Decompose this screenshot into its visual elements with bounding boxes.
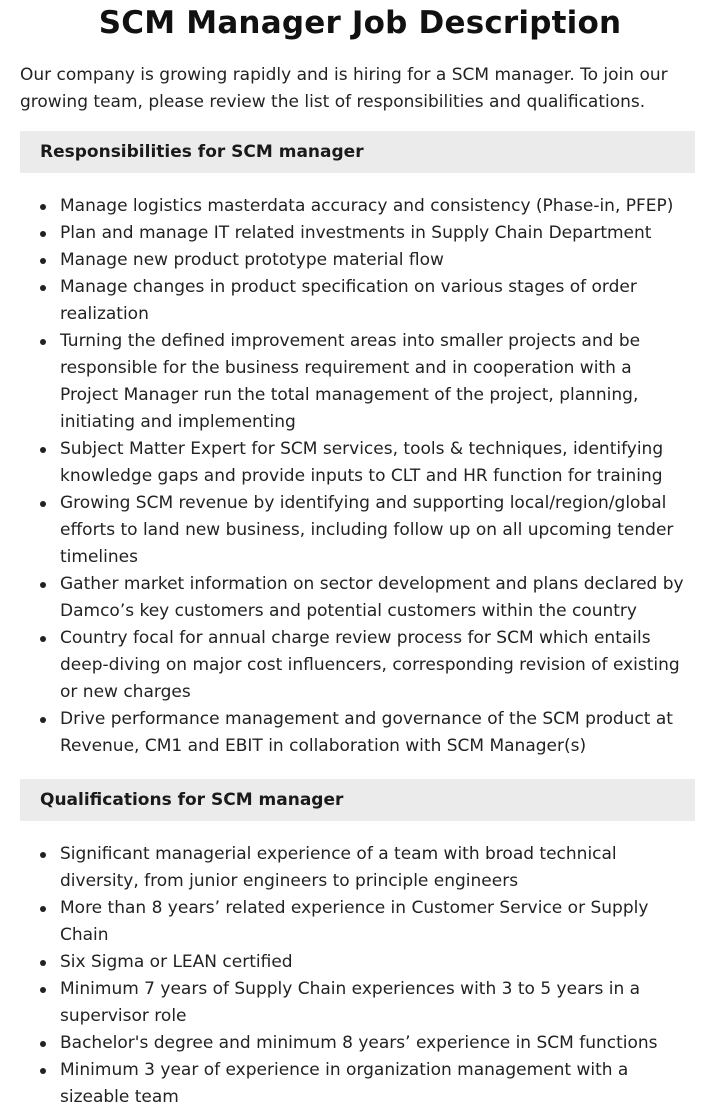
responsibilities-heading: Responsibilities for SCM manager (20, 131, 695, 173)
list-item: Drive performance management and governance of the SCM product at Revenue, CM1 and EBIT in collaboration with SCM Manager(s) (60, 706, 695, 760)
list-item: Turning the defined improvement areas into smaller projects and be responsible for the business requirement and in cooperation with a Project Manager run the total management of the project, planning, initiating and implementing (60, 328, 695, 436)
list-item: Manage logistics masterdata accuracy and consistency (Phase-in, PFEP) (60, 193, 695, 220)
list-item: Manage new product prototype material flow (60, 247, 695, 274)
list-item: Minimum 7 years of Supply Chain experiences with 3 to 5 years in a supervisor role (60, 976, 695, 1030)
list-item: Significant managerial experience of a team with broad technical diversity, from junior engineers to principle engineers (60, 841, 695, 895)
list-item: Growing SCM revenue by identifying and supporting local/region/global efforts to land new business, including follow up on all upcoming tender timelines (60, 490, 695, 571)
qualifications-heading: Qualifications for SCM manager (20, 779, 695, 821)
page-title: SCM Manager Job Description (98, 5, 622, 41)
intro-paragraph: Our company is growing rapidly and is hiring for a SCM manager. To join our growing team, please review the list of responsibilities and qualifications. (20, 65, 668, 112)
list-item: Six Sigma or LEAN certified (60, 949, 695, 976)
list-item: Subject Matter Expert for SCM services, tools & techniques, identifying knowledge gaps and provide inputs to CLT and HR function for training (60, 436, 695, 490)
list-item: More than 8 years’ related experience in Customer Service or Supply Chain (60, 895, 695, 949)
list-item: Bachelor's degree and minimum 8 years’ experience in SCM functions (60, 1030, 695, 1057)
list-item: Gather market information on sector development and plans declared by Damco’s key customers and potential customers within the country (60, 571, 695, 625)
list-item: Plan and manage IT related investments in Supply Chain Department (60, 220, 695, 247)
list-item: Minimum 3 year of experience in organization management with a sizeable team (60, 1057, 695, 1111)
list-item: Manage changes in product specification on various stages of order realization (60, 274, 695, 328)
responsibilities-list (20, 193, 695, 760)
list-item: Country focal for annual charge review process for SCM which entails deep-diving on major cost influencers, corresponding revision of existing or new charges (60, 625, 695, 706)
qualifications-list (20, 841, 695, 1111)
